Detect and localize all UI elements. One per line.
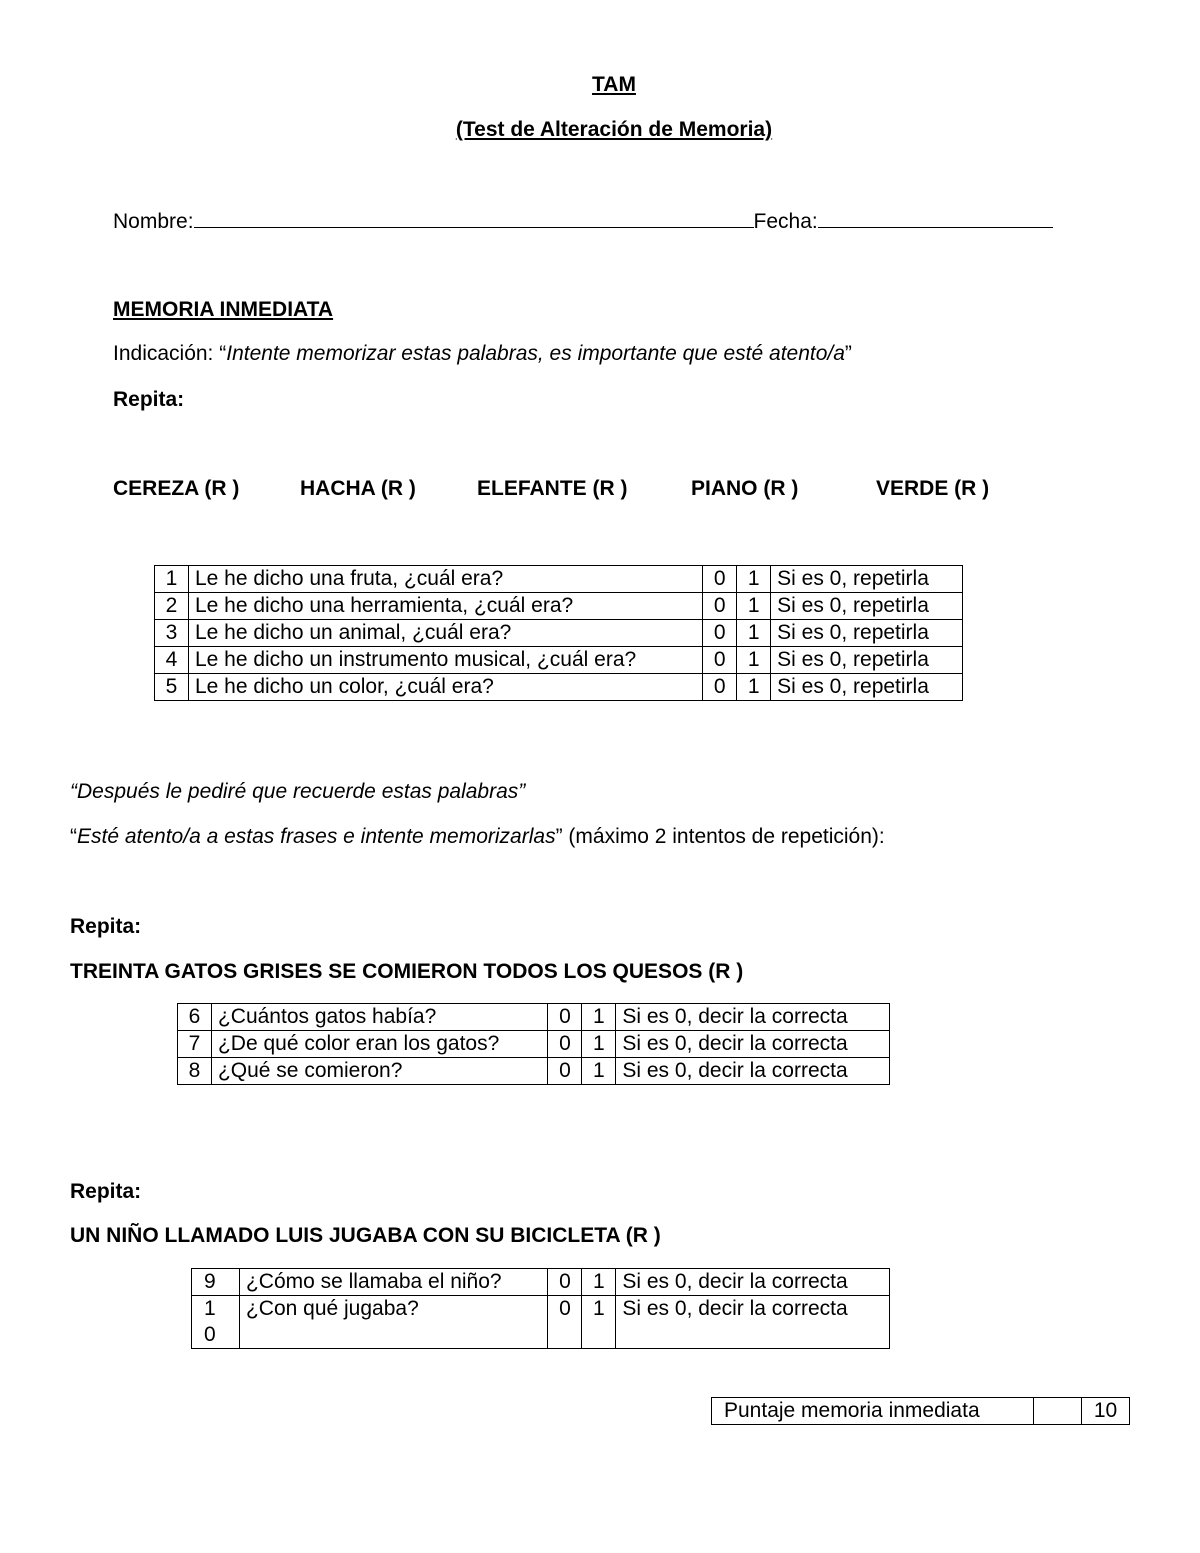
question-number: 9	[192, 1269, 240, 1296]
word-hacha: HACHA (R )	[300, 477, 416, 500]
score-zero[interactable]: 0	[703, 620, 737, 647]
score-one[interactable]: 1	[582, 1031, 616, 1058]
question-note: Si es 0, repetirla	[771, 647, 963, 674]
table-row	[192, 1269, 890, 1296]
phrase-1-sentence: TREINTA GATOS GRISES SE COMIERON TODOS LOS QUESOS (R )	[70, 960, 744, 983]
question-number: 1	[155, 566, 189, 593]
score-max: 10	[1082, 1398, 1130, 1425]
table-row	[155, 647, 963, 674]
question-note: Si es 0, decir la correcta	[616, 1031, 890, 1058]
question-text: ¿Con qué jugaba?	[239, 1296, 548, 1349]
score-zero[interactable]: 0	[548, 1058, 582, 1085]
phrases-note: “Esté atento/a a estas frases e intente memorizarlas” (máximo 2 intentos de repetición):	[70, 825, 885, 848]
section-heading: MEMORIA INMEDIATA	[113, 298, 334, 321]
score-one[interactable]: 1	[737, 674, 771, 701]
question-text: ¿Cuántos gatos había?	[211, 1004, 548, 1031]
table-row	[155, 593, 963, 620]
question-number: 7	[178, 1031, 212, 1058]
question-number: 3	[155, 620, 189, 647]
table-row	[155, 620, 963, 647]
instruction-prefix: Indicación: “	[113, 342, 227, 365]
question-note: Si es 0, repetirla	[771, 593, 963, 620]
question-note: Si es 0, repetirla	[771, 566, 963, 593]
question-text: ¿De qué color eran los gatos?	[211, 1031, 548, 1058]
question-text: Le he dicho un instrumento musical, ¿cuál era?	[188, 647, 702, 674]
question-text: Le he dicho una fruta, ¿cuál era?	[188, 566, 702, 593]
phrase-2-table	[191, 1268, 890, 1349]
immediate-questions-table	[154, 565, 963, 701]
repeat-label-phrase-2: Repita:	[70, 1180, 142, 1203]
question-text: Le he dicho un animal, ¿cuál era?	[188, 620, 702, 647]
question-number: 2	[155, 593, 189, 620]
score-zero[interactable]: 0	[703, 674, 737, 701]
instruction-suffix: ”	[844, 342, 852, 365]
score-one[interactable]: 1	[582, 1058, 616, 1085]
repeat-label-phrase-1: Repita:	[70, 915, 142, 938]
question-note: Si es 0, decir la correcta	[616, 1058, 890, 1085]
instruction	[113, 342, 852, 366]
question-note: Si es 0, decir la correcta	[616, 1296, 890, 1349]
phrase-2-sentence: UN NIÑO LLAMADO LUIS JUGABA CON SU BICICLETA (R )	[70, 1224, 661, 1247]
question-text: ¿Qué se comieron?	[211, 1058, 548, 1085]
score-zero[interactable]: 0	[703, 566, 737, 593]
table-row	[178, 1058, 890, 1085]
score-one[interactable]: 1	[582, 1269, 616, 1296]
name-field[interactable]	[194, 207, 754, 228]
repeat-label: Repita:	[113, 388, 185, 411]
instruction-text: Intente memorizar estas palabras, es importante que esté atento/a	[226, 342, 845, 365]
table-row	[155, 674, 963, 701]
name-label: Nombre:	[113, 210, 194, 233]
word-piano: PIANO (R )	[691, 477, 799, 500]
word-elefante: ELEFANTE (R )	[477, 477, 628, 500]
question-text: Le he dicho un color, ¿cuál era?	[188, 674, 702, 701]
phrases-note-italic: Esté atento/a a estas frases e intente memorizarlas	[77, 825, 556, 848]
page-title: TAM	[592, 73, 636, 96]
score-zero[interactable]: 0	[548, 1031, 582, 1058]
score-zero[interactable]: 0	[548, 1004, 582, 1031]
score-zero[interactable]: 0	[548, 1296, 582, 1349]
score-zero[interactable]: 0	[703, 593, 737, 620]
score-one[interactable]: 1	[582, 1296, 616, 1349]
word-verde: VERDE (R )	[876, 477, 990, 500]
page-subtitle: (Test de Alteración de Memoria)	[455, 118, 773, 141]
table-row	[178, 1004, 890, 1031]
question-text: Le he dicho una herramienta, ¿cuál era?	[188, 593, 702, 620]
question-number	[192, 1296, 240, 1349]
question-text: ¿Cómo se llamaba el niño?	[239, 1269, 548, 1296]
phrase-1-table	[177, 1003, 890, 1085]
question-number-text: 10	[204, 1297, 216, 1346]
score-one[interactable]: 1	[737, 593, 771, 620]
score-one[interactable]: 1	[582, 1004, 616, 1031]
question-note: Si es 0, decir la correcta	[616, 1004, 890, 1031]
score-label: Puntaje memoria inmediata	[712, 1398, 1034, 1425]
date-field[interactable]	[818, 207, 1053, 228]
later-note: “Después le pediré que recuerde estas palabras”	[70, 780, 526, 803]
table-row	[178, 1031, 890, 1058]
question-number: 6	[178, 1004, 212, 1031]
score-input[interactable]	[1034, 1398, 1082, 1425]
score-zero[interactable]: 0	[548, 1269, 582, 1296]
question-number: 4	[155, 647, 189, 674]
score-one[interactable]: 1	[737, 566, 771, 593]
date-label: Fecha:	[753, 210, 818, 233]
question-number: 8	[178, 1058, 212, 1085]
phrases-note-rest: (máximo 2 intentos de repetición):	[562, 825, 885, 848]
question-note: Si es 0, decir la correcta	[616, 1269, 890, 1296]
table-row	[155, 566, 963, 593]
score-one[interactable]: 1	[737, 647, 771, 674]
score-one[interactable]: 1	[737, 620, 771, 647]
later-note-text: Después le pediré que recuerde estas palabras	[77, 780, 519, 803]
question-note: Si es 0, repetirla	[771, 620, 963, 647]
word-cereza: CEREZA (R )	[113, 477, 240, 500]
table-row	[712, 1398, 1130, 1425]
question-note: Si es 0, repetirla	[771, 674, 963, 701]
score-zero[interactable]: 0	[703, 647, 737, 674]
question-number: 5	[155, 674, 189, 701]
name-date-row	[113, 207, 1053, 234]
table-row	[192, 1296, 890, 1349]
immediate-score-table	[711, 1397, 1130, 1425]
